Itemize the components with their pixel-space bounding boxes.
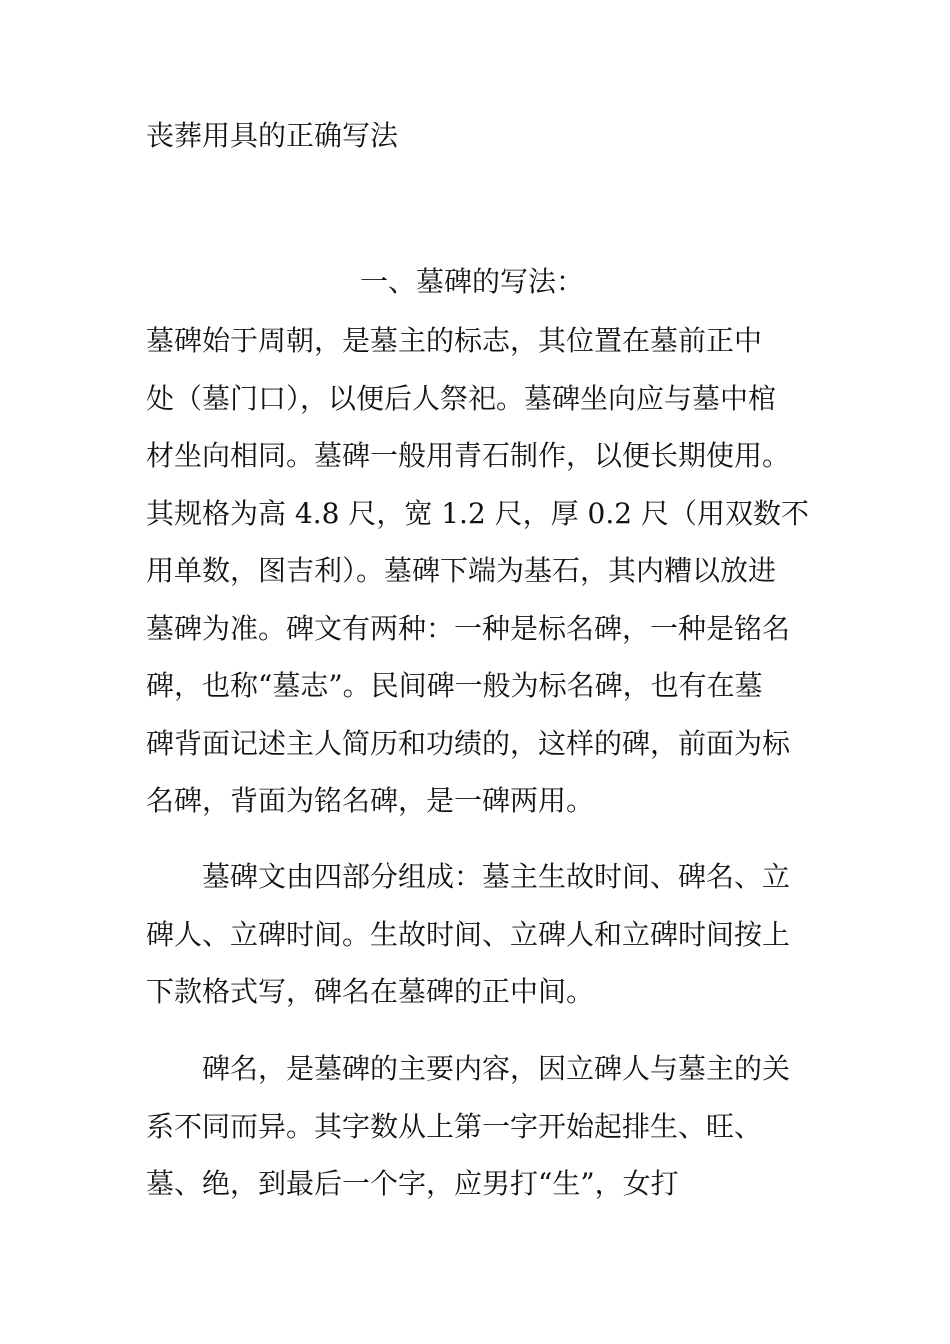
section-heading: 一、墓碑的写法：	[360, 265, 585, 298]
paragraph-line: 碑背面记述主人简历和功绩的，这样的碑，前面为标	[146, 726, 791, 760]
paragraph-line: 墓碑为准。碑文有两种：一种是标名碑，一种是铭名	[146, 611, 791, 645]
paragraph-line: 处（墓门口），以便后人祭祀。墓碑坐向应与墓中棺	[146, 381, 777, 415]
paragraph-line: 墓碑文由四部分组成：墓主生故时间、碑名、立	[146, 860, 791, 893]
paragraph-line: 碑，也称“墓志”。民间碑一般为标名碑，也有在墓	[146, 669, 763, 702]
document-title: 丧葬用具的正确写法	[146, 119, 399, 152]
paragraph-1	[146, 312, 810, 830]
paragraph-line: 墓碑始于周朝，是墓主的标志，其位置在墓前正中	[146, 324, 763, 357]
paragraph-line: 碑人、立碑时间。生故时间、立碑人和立碑时间按上	[146, 917, 791, 951]
paragraph-3	[146, 1040, 810, 1213]
paragraph-line: 其规格为高 4.8 尺，宽 1.2 尺，厚 0.2 尺（用双数不	[146, 496, 809, 530]
paragraph-line: 用单数，图吉利）。墓碑下端为基石，其内糟以放进	[146, 554, 777, 587]
paragraph-line: 名碑，背面为铭名碑，是一碑两用。	[146, 784, 595, 817]
paragraph-line: 材坐向相同。墓碑一般用青石制作，以便长期使用。	[146, 439, 791, 472]
paragraph-2	[146, 848, 810, 1021]
paragraph-line: 下款格式写，碑名在墓碑的正中间。	[146, 975, 595, 1008]
paragraph-line: 碑名，是墓碑的主要内容，因立碑人与墓主的关	[146, 1052, 791, 1085]
paragraph-line: 系不同而异。其字数从上第一字开始起排生、旺、	[146, 1109, 763, 1143]
paragraph-line: 墓、绝，到最后一个字，应男打“生”，女打	[146, 1167, 679, 1200]
